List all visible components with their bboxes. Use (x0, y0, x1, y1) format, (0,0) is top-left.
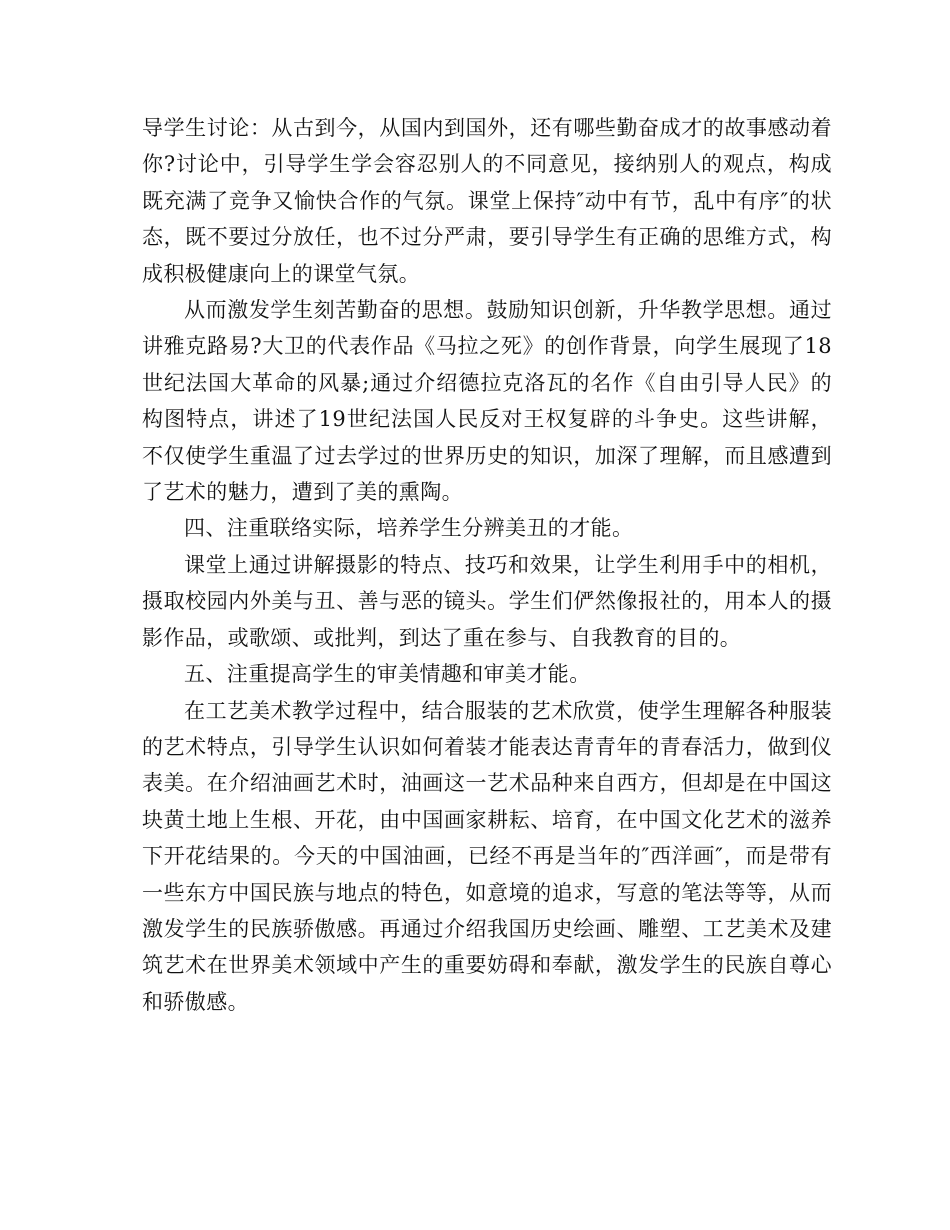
section-heading-4: 四、注重联络实际，培养学生分辨美丑的才能。 (184, 516, 634, 541)
paragraph-2: 从而激发学生刻苦勤奋的思想。鼓励知识创新，升华教学思想。通过讲雅克路易?大卫的代表作品《马拉之死》的创作背景，向学生展现了18世纪法国大革命的风暴;通过介绍德拉克洛瓦的名作《自由引导人民》的构图特点，讲述了19世纪法国人民反对王权复辟的斗争史。这些讲解，不仅使学生重温了过去学过的世界历史的知识，加深了理解，而且感遭到了艺术的魅力，遭到了美的熏陶。 (142, 298, 832, 505)
paragraph-1: 导学生讨论：从古到今，从国内到国外，还有哪些勤奋成才的故事感动着你?讨论中，引导学生学会容忍别人的不同意见，接纳别人的观点，构成既充满了竞争又愉快合作的气氛。课堂上保持″动中有节，乱中有序″的状态，既不要过分放任，也不过分严肃，要引导学生有正确的思维方式，构成积极健康向上的课堂气氛。 (142, 116, 832, 286)
paragraph-4: 在工艺美术教学过程中，结合服装的艺术欣赏，使学生理解各种服装的艺术特点，引导学生认识如何着装才能表达青青年的青春活力，做到仪表美。在介绍油画艺术时，油画这一艺术品种来自西方，但却是在中国这块黄土地上生根、开花，由中国画家耕耘、培育，在中国文化艺术的滋养下开花结果的。今天的中国油画，已经不再是当年的″西洋画″，而是带有一些东方中国民族与地点的特色，如意境的追求，写意的笔法等等，从而激发学生的民族骄傲感。再通过介绍我国历史绘画、雕塑、工艺美术及建筑艺术在世界美术领域中产生的重要妨碍和奉献，激发学生的民族自尊心和骄傲感。 (142, 698, 832, 1014)
section-heading-5: 五、注重提高学生的审美情趣和审美才能。 (184, 662, 591, 687)
document-body (142, 110, 832, 1020)
paragraph-3: 课堂上通过讲解摄影的特点、技巧和效果，让学生利用手中的相机，摄取校园内外美与丑、善与恶的镜头。学生们俨然像报社的，用本人的摄影作品，或歌颂、或批判，到达了重在参与、自我教育的目的。 (142, 552, 832, 650)
